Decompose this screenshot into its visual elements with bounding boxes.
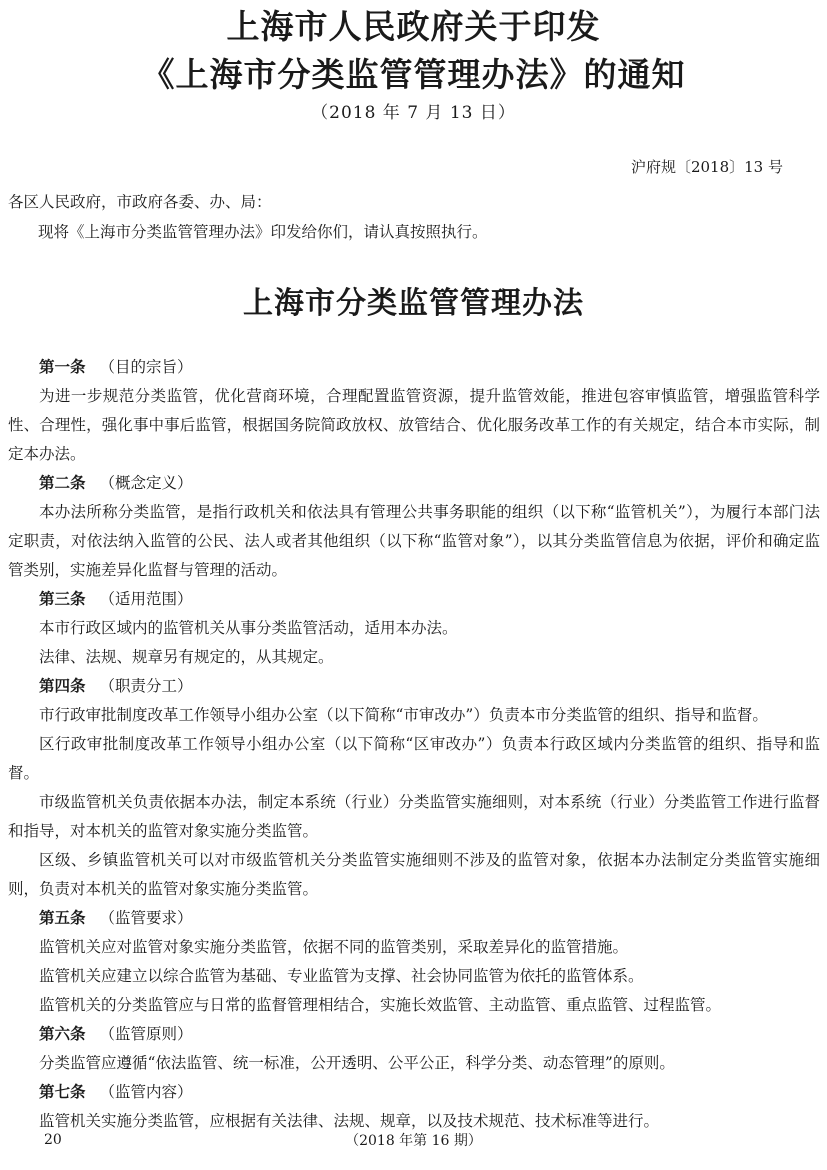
publication-date: （2018 年 7 月 13 日） [311, 103, 516, 123]
article-heading [8, 672, 820, 701]
article-number: 第四条 [39, 677, 86, 695]
document-number: 沪府规〔2018〕13 号 [630, 158, 783, 176]
article-subtitle: （目的宗旨） [99, 358, 193, 376]
article-heading [8, 353, 820, 382]
article-heading [8, 469, 820, 498]
article-paragraph: 监管机关实施分类监管，应根据有关法律、法规、规章，以及技术规范、技术标准等进行。 [39, 1112, 660, 1130]
article-6 [8, 1020, 820, 1078]
article-number: 第五条 [39, 909, 86, 927]
article-paragraph: 监管机关应建立以综合监管为基础、专业监管为支撑、社会协同监管为依托的监管体系。 [39, 967, 644, 985]
article-number: 第一条 [39, 358, 86, 376]
article-2 [8, 469, 820, 585]
document-title-line2: 《上海市分类监管管理办法》的通知 [141, 55, 686, 94]
article-paragraph: 监管机关应对监管对象实施分类监管，依据不同的监管类别，采取差异化的监管措施。 [39, 938, 629, 956]
article-3 [8, 585, 820, 672]
article-subtitle: （职责分工） [99, 677, 193, 695]
article-heading [8, 1078, 820, 1107]
article-1 [8, 353, 820, 469]
article-paragraph: 市级监管机关负责依据本办法，制定本系统（行业）分类监管实施细则，对本系统（行业）分类监管工作进行监督和指导，对本机关的监管对象实施分类监管。 [8, 793, 820, 840]
article-heading [8, 1020, 820, 1049]
document-title-line1: 上海市人民政府关于印发 [226, 7, 601, 46]
article-subtitle: （适用范围） [99, 590, 193, 608]
article-heading [8, 904, 820, 933]
article-subtitle: （监管要求） [99, 909, 193, 927]
article-paragraph: 市行政审批制度改革工作领导小组办公室（以下简称“市审改办”）负责本市分类监管的组织、指导和监督。 [39, 706, 768, 724]
article-paragraph: 本市行政区域内的监管机关从事分类监管活动，适用本办法。 [39, 619, 458, 637]
article-number: 第七条 [39, 1083, 86, 1101]
notice-text: 现将《上海市分类监管管理办法》印发给你们，请认真按照执行。 [38, 223, 488, 241]
article-paragraph: 为进一步规范分类监管，优化营商环境，合理配置监管资源，提升监管效能，推进包容审慎监管，增强监管科学性、合理性，强化事中事后监管，根据国务院简政放权、放管结合、优化服务改革工作的有关规定，结合本市实际，制定本办法。 [8, 387, 820, 463]
article-paragraph: 监管机关的分类监管应与日常的监督管理相结合，实施长效监管、主动监管、重点监管、过程监管。 [39, 996, 722, 1014]
article-7 [8, 1078, 820, 1136]
article-subtitle: （监管原则） [99, 1025, 193, 1043]
article-paragraph: 区行政审批制度改革工作领导小组办公室（以下简称“区审改办”）负责本行政区域内分类监管的组织、指导和监督。 [8, 735, 820, 782]
issue-label: （2018 年第 16 期） [345, 1133, 482, 1149]
regulation-body [8, 353, 820, 1136]
article-paragraph: 本办法所称分类监管，是指行政机关和依法具有管理公共事务职能的组织（以下称“监管机关”），为履行本部门法定职责，对依法纳入监管的公民、法人或者其他组织（以下称“监管对象”），以其分类监管信息为依据，评价和确定监管类别，实施差异化监督与管理的活动。 [8, 503, 820, 579]
article-paragraph: 区级、乡镇监管机关可以对市级监管机关分类监管实施细则不涉及的监管对象，依据本办法制定分类监管实施细则，负责对本机关的监管对象实施分类监管。 [8, 851, 820, 898]
article-subtitle: （监管内容） [99, 1083, 193, 1101]
article-5 [8, 904, 820, 1020]
article-number: 第三条 [39, 590, 86, 608]
article-subtitle: （概念定义） [99, 474, 193, 492]
article-paragraph: 法律、法规、规章另有规定的，从其规定。 [39, 648, 334, 666]
addressee: 各区人民政府，市政府各委、办、局： [8, 193, 272, 211]
article-number: 第六条 [39, 1025, 86, 1043]
article-number: 第二条 [39, 474, 86, 492]
regulation-title: 上海市分类监管管理办法 [243, 286, 584, 321]
article-4 [8, 672, 820, 904]
page-number: 20 [44, 1132, 62, 1148]
article-heading [8, 585, 820, 614]
article-paragraph: 分类监管应遵循“依法监管、统一标准，公开透明、公平公正，科学分类、动态管理”的原则。 [39, 1054, 675, 1072]
